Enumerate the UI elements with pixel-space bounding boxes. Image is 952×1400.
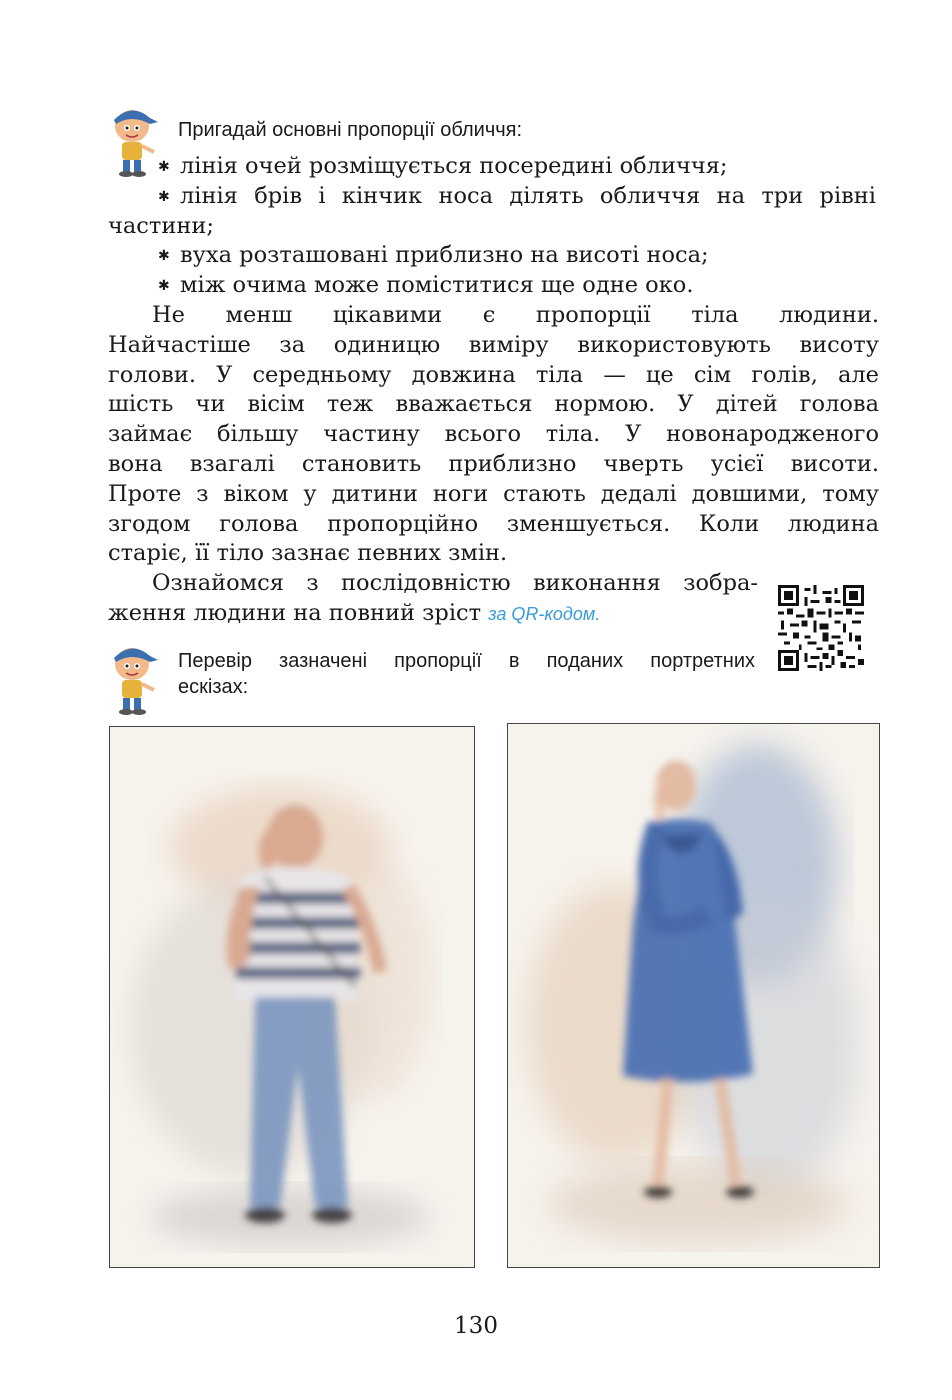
paragraph-line: Найчастіше за одиницю виміру використовують висоту — [108, 331, 879, 358]
list-item: ✱ лінія брів і кінчик носа ділять обличчя на три рівні — [108, 182, 879, 212]
paragraph-line: Ознайомся з послідовністю виконання зобра- — [152, 570, 758, 597]
list-item: ✱ лінія очей розміщується посередині обличчя; — [108, 152, 879, 182]
list-item-continuation: частини; — [108, 212, 214, 239]
watercolor-sketch-woman — [507, 723, 880, 1268]
watercolor-sketch-man — [109, 726, 475, 1268]
paragraph-line: шість чи вісім теж вважається нормою. У дітей голова — [108, 391, 879, 418]
main-text — [108, 152, 879, 629]
paragraph-line: займає більшу частину всього тіла. У новонародженого — [108, 421, 879, 448]
list-item: ✱ між очима може поміститися ще одне око. — [108, 271, 879, 301]
boy-mascot-icon — [106, 642, 162, 716]
list-item: ✱ вуха розташовані приблизно на висоті носа; — [108, 241, 879, 271]
paragraph-line: згодом голова пропорційно зменшується. Коли людина — [108, 510, 879, 537]
paragraph-line: ження людини на повний зріст за QR-кодом. — [108, 599, 601, 626]
paragraph-line: старіє, її тіло зазнає певних змін. — [108, 540, 508, 567]
man-figure-image — [110, 727, 474, 1267]
page-number: 130 — [454, 1313, 498, 1339]
qr-code-link[interactable]: за QR-кодом. — [488, 603, 601, 624]
bullet-icon: ✱ — [158, 188, 170, 205]
paragraph-line: голови. У середньому довжина тіла — це сім голів, але — [108, 361, 879, 388]
bullet-icon: ✱ — [158, 159, 170, 175]
hint-check-proportions: Перевір зазначені пропорції в поданих портретних ескізах: — [178, 650, 755, 698]
bullet-icon: ✱ — [158, 278, 170, 295]
hint-proportions-face: Пригадай основні пропорції обличчя: — [178, 119, 523, 141]
woman-figure-image — [508, 724, 879, 1267]
bullet-icon: ✱ — [158, 248, 170, 265]
qr-code-icon[interactable] — [778, 585, 864, 671]
paragraph-line: Проте з віком у дитини ноги стають дедалі довшими, тому — [108, 480, 879, 507]
paragraph-line: вона взагалі становить приблизно чверть усієї висоти. — [108, 450, 879, 477]
paragraph-line: Не менш цікавими є пропорції тіла людини. — [152, 301, 879, 328]
